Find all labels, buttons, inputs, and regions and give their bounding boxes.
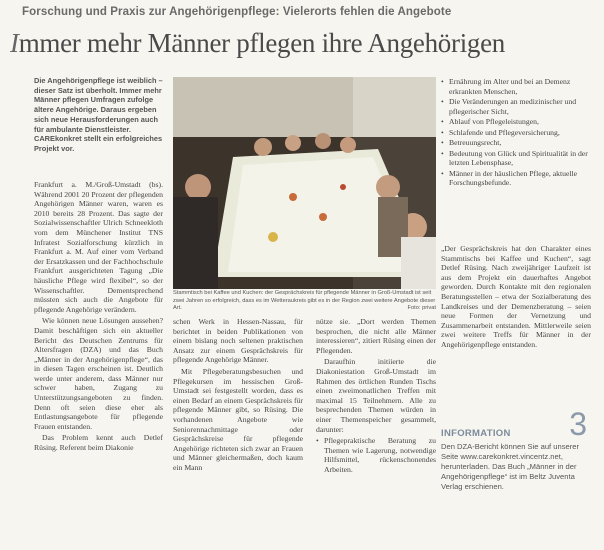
- topic-bullet: • Ernährung im Alter und bei an Demenz erkrankten Menschen,: [441, 77, 591, 96]
- photo-caption: [173, 290, 436, 313]
- topic-bullet: • Bedeutung von Glück und Spiritualität in der letzten Lebensphase,: [441, 149, 591, 168]
- headline-text: mmer mehr Männer pflegen ihre Angehörigen: [18, 28, 505, 58]
- col3-paragraph-2: Daraufhin initiierte die Diakoniestation Groß-Umstadt im Rahmen des örtlichen Runden Tischs einen zweimonatlichen Treffen mit maximal 15 Teilnehmern. Alle zu besprechenden Themen würden in einer Themenspeicher gesammelt, darunter:: [316, 357, 436, 434]
- info-text: Den DZA-Bericht können Sie auf unserer Seite www.carekonkret.vincentz.net, herunterladen. Das Buch „Männer in der Angehörigenpflege“ ist im Beltz Juventa Verlag erschienen.: [441, 442, 580, 491]
- col1-paragraph-1: Frankfurt a. M./Groß-Umstadt (bs). Während 2001 20 Prozent der pflegenden Angehörigen Männer waren, waren es 2010 bereits 28 Prozent. Das sagte der Sozialwissenschaftler Ulrich Schneekloth vom dem Münchener Institut TNS Infratest Sozialforschung kürzlich in Frankfurt a. M. Auf einer vom Verband der Ersatzkassen und der Fachhochschule Frankfurt ausgerichteten Tagung „Die häusliche Pflege wird flexibel“, so der Wissenschaftler. Dementsprechend müssten sich auch die Angebote für pflegende Angehörige verändern.: [34, 180, 163, 314]
- topic-bullet: • Männer in der häuslichen Pflege, aktuelle Forschungsbefunde.: [441, 169, 591, 188]
- topic-bullet: • Ablauf von Pflegeleistungen,: [441, 117, 591, 127]
- topic-bullet: • Schlafende und Pflegeversicherung,: [441, 128, 591, 138]
- group-photo: [173, 77, 436, 289]
- col1-paragraph-2: Wie können neue Lösungen aussehen? Damit beschäftigen sich ein aktueller Bericht des Deutschen Zentrums für Altersfragen (DZA) und das Buch „Männer in der Angehörigenpflege“, das in diesen Tagen erscheinen ist. Deutlich werde unter anderem, dass Männer nur schwer haben, Zugang zu Unterstützungsangeboten zu finden. Denn oft seien diese eher als Entlastungsangebote für pflegende Frauen entstanden.: [34, 316, 163, 431]
- col2-paragraph-1: schen Werk in Hessen-Nassau, für berichtet in beiden Publikationen von einem bislang noch seltenen praktischen Ansatz zur einem Gesprächskreis für pflegende Angehörige Männer.: [173, 317, 303, 365]
- col3-paragraph-1: nütze sie. „Dort werden Themen besprochen, die nicht alle Männer interessieren“, zitiert Rüsing einen der Pflegenden.: [316, 317, 436, 355]
- col3-bullet: • Pflegepraktische Beratung zu Themen wie Lagerung, notwendige Hilfsmittel, rückenschonendes Arbeiten.: [316, 436, 436, 474]
- col1-paragraph-3: Das Problem kennt auch Detlef Rüsing. Referent beim Diakonie: [34, 433, 163, 453]
- column-4: [441, 244, 591, 352]
- info-box: [441, 406, 591, 492]
- headline: [10, 28, 505, 59]
- column-2: [173, 317, 303, 475]
- topic-bullet: • Betreuungsrecht,: [441, 138, 591, 148]
- info-heading: INFORMATION: [441, 428, 511, 439]
- info-number: 3: [569, 406, 587, 442]
- col4-paragraph-1: „Der Gesprächskreis hat den Charakter eines Stammtischs bei Kaffee und Kuchen“, sagt Detlef Rüsing. Nach zweijähriger Laufzeit ist aus dem Projekt ein dauerhaftes Angebot geworden. Durch Kontakte mit den regionalen Beratungsstellen – etwa der Sozialberatung des Landkreises und der Demenzberatung – seien neue Formen der Vernetzung und Zusammenarbeit entstanden. Mittlerweile seien zwei weitere Treffs für Männer in der Angehörigenpflege entstanden.: [441, 244, 591, 349]
- topic-bullet-list: [441, 77, 591, 189]
- photo-credit: Foto: privat: [407, 305, 436, 312]
- col2-paragraph-2: Mit Pflegeberatungsbesuchen und Pflegekursen im hessischen Groß-Umstadt sei festgestellt worden, dass es einen Bedarf an einem Gesprächskreis für pflegende Männer gibt, so Rüsing. Die vorhandenen Angebote wie Seniorennachmittage oder Gesprächskreise für pflegende Angehörige richteten sich zwar an Frauen und Männer gleichermaßen, doch kaum ein Mann: [173, 366, 303, 472]
- kicker: Forschung und Praxis zur Angehörigenpflege: Vielerorts fehlen die Angebote: [22, 6, 452, 18]
- column-3: [316, 317, 436, 475]
- caption-text: Stammtisch bei Kaffee und Kuchen: der Gesprächskreis für pflegende Männer in Groß-Umstadt ist seit zwei Jahren so erfolgreich, dass es im Wetteraukreis gibt es in der Region zwei weitere Angebote dieser Art.: [173, 290, 436, 312]
- lead-paragraph: Die Angehörigenpflege ist weiblich – dieser Satz ist überholt. Immer mehr Männer pflegen Umfragen zufolge ältere Angehörige. Daraus ergeben sich neue Herausforderungen auch für ambulante Dienstleister. CAREkonkret stellt ein erfolgreiches Projekt vor.: [34, 76, 163, 153]
- headline-initial: I: [10, 28, 19, 58]
- topic-bullet: • Die Veränderungen an medizinischer und pflegerischer Sicht,: [441, 97, 591, 116]
- column-1: [34, 180, 163, 455]
